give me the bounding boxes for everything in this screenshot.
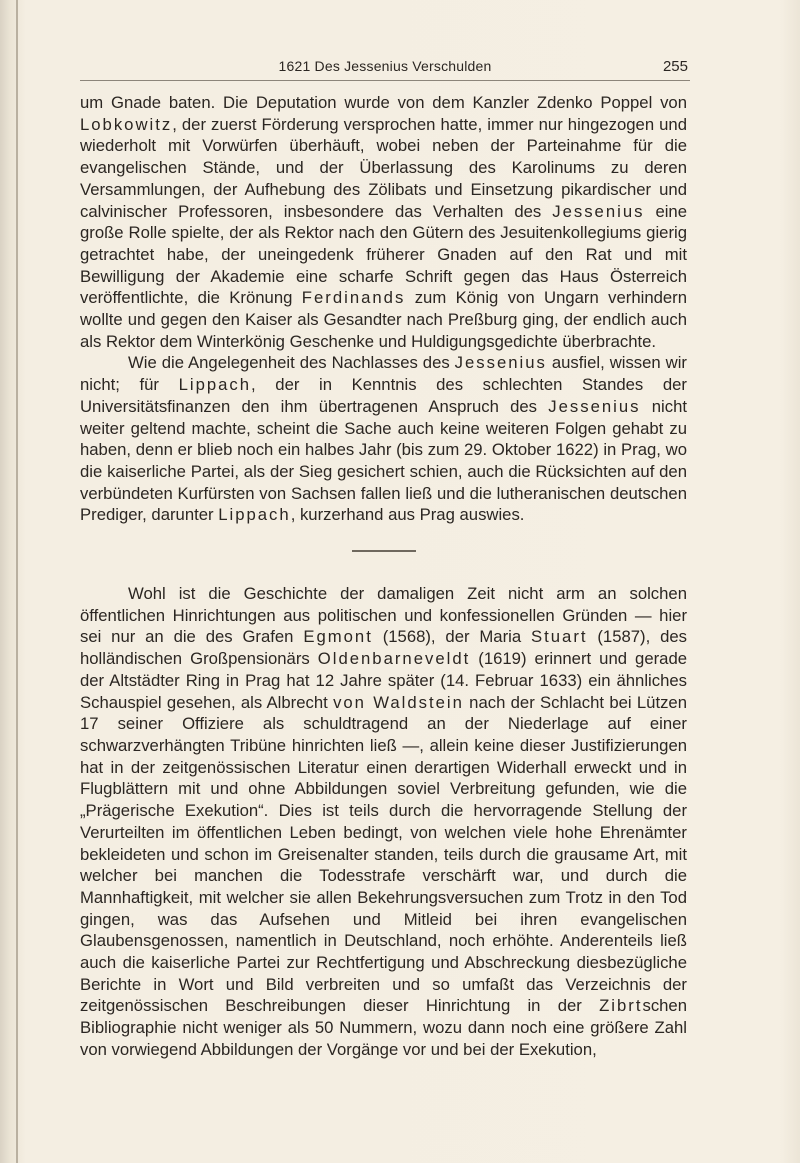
text-run: eine große Rolle spielte, der als Rektor nach den Gütern des Jesuitenkollegiums gierig getrachtet habe, der uneingedenk früherer Gnaden auf den Rat und mit Bewilligung der Akademie eine scharfe Schrift gegen das Haus Österreich veröffentlichte, die Krönung	[80, 201, 687, 308]
text-run: , der zuerst Förderung versprochen hatte, immer nur hingezogen und wiederholt mit Vorwürfen überhäuft, wobei neben der Parteinahme für die evangelischen Stände, und der Überlassung des Karolinums zu deren Versammlungen, der Aufhebung des Zölibats und Einsetzung pikardischer und calvinischer Professoren, insbesondere das Verhalten des	[80, 114, 687, 221]
text-run: nach der Schlacht bei Lützen 17 seiner Offiziere als schuldtragend an der Niederlage auf einer schwarzverhängten Tribüne hinrichten ließ —, allein keine dieser Justifizierungen hat in der zeitgenössischen Literatur einen derartigen Widerhall erweckt und in Flugblättern mit und ohne Abbildungen soviel Verbreitung gefunden, wie die „Prägerische Exekution“. Dies ist teils durch die hervorragende Stellung der Verurteilten im öffentlichen Leben bedingt, von welchen viele hohe Ehrenämter bekleideten und schon im Greisenalter standen, teils durch die grausame Art, mit welcher bei manchen die Todesstrafe verschärft war, und durch die Mannhaftigkeit, mit welcher sie allen Bekehrungsversuchen zum Trotz in den Tod gingen, was das Aufsehen und Mitleid bei ihren evangelischen Glaubensgenossen, namentlich in Deutschland, noch erhöhte. Anderenteils ließ auch die kaiserliche Partei zur Rechtfertigung und Abschreckung diesbezügliche Berichte in Wort und Bild verbreiten und so umfaßt das Verzeichnis der zeitgenössischen Beschreibungen dieser Hinrichtung in der	[80, 692, 687, 1016]
spaced-name: von Waldstein	[333, 692, 464, 712]
spaced-name: Lippach	[218, 505, 291, 525]
text-run: , kurzerhand aus Prag auswies.	[290, 505, 525, 525]
paragraph-3	[80, 583, 687, 1060]
text-run: (1619) erinnert und gerade der Altstädter Ring in Prag hat 12 Jahre später (14. Februar 1633) ein ähnliches Schauspiel gesehen, als Albrecht	[80, 649, 688, 712]
spaced-name: Egmont	[303, 627, 373, 647]
paragraph-1	[80, 92, 687, 352]
running-header	[80, 58, 690, 81]
body-text	[80, 92, 687, 1061]
text-run: , der in Kenntnis des schlechten Standes der Universitätsfinanzen den ihm übertragenen Anspruch des	[80, 375, 687, 416]
spaced-name: Zibrt	[599, 996, 643, 1016]
spaced-name: Lippach	[178, 375, 252, 395]
spaced-name: Stuart	[530, 627, 588, 647]
text-run: Wohl ist die Geschichte der damaligen Zeit nicht arm an solchen öffentlichen Hinrichtungen aus politischen und konfessionellen Gründen — hier sei nur an die des Grafen	[80, 584, 687, 647]
spaced-name: Jessenius	[454, 353, 547, 373]
section-divider	[352, 550, 416, 552]
text-run: nicht weiter geltend machte, scheint die Sache auch keine weiteren Folgen gehabt zu haben, denn er blieb noch ein halbes Jahr (bis zum 29. Oktober 1622) in Prag, wo die kaiserliche Partei, als der Sieg gesichert schien, auch die Rücksichten auf den verbündeten Kurfürsten von Sachsen fallen ließ und die lutheranischen deutschen Prediger, darunter	[80, 396, 688, 525]
running-title: 1621 Des Jessenius Verschulden	[278, 58, 492, 74]
spaced-name: Jessenius	[548, 396, 641, 416]
text-run: (1587), des holländischen Großpensionärs	[80, 627, 687, 669]
text-run: zum König von Ungarn verhindern wollte und gegen den Kaiser als Gesandter nach Preßburg ging, der endlich auch als Rektor dem Winterkönig Geschenke und Huldigungsgedichte überbrachte.	[80, 288, 687, 351]
page-number: 255	[662, 58, 688, 75]
text-run: ausfiel, wissen wir nicht; für	[80, 353, 687, 395]
text-run: (1568), der Maria	[372, 627, 531, 647]
text-run: schen Bibliographie nicht weniger als 50 Nummern, wozu dann noch eine größere Zahl von vorwiegend Abbildungen der Vorgänge vor und bei der Exekution,	[80, 996, 687, 1059]
text-run: um Gnade baten. Die Deputation wurde von dem Kanzler Zdenko Poppel von	[80, 93, 687, 112]
spaced-name: Lobkowitz	[80, 114, 173, 134]
spaced-name: Ferdinands	[301, 288, 406, 308]
paragraph-2	[80, 352, 687, 526]
spaced-name: Jessenius	[552, 201, 645, 221]
page-gutter-edge	[16, 0, 18, 1163]
spaced-name: Oldenbarneveldt	[317, 649, 471, 669]
text-run: Wie die Angelegenheit des Nachlasses des	[128, 353, 455, 373]
